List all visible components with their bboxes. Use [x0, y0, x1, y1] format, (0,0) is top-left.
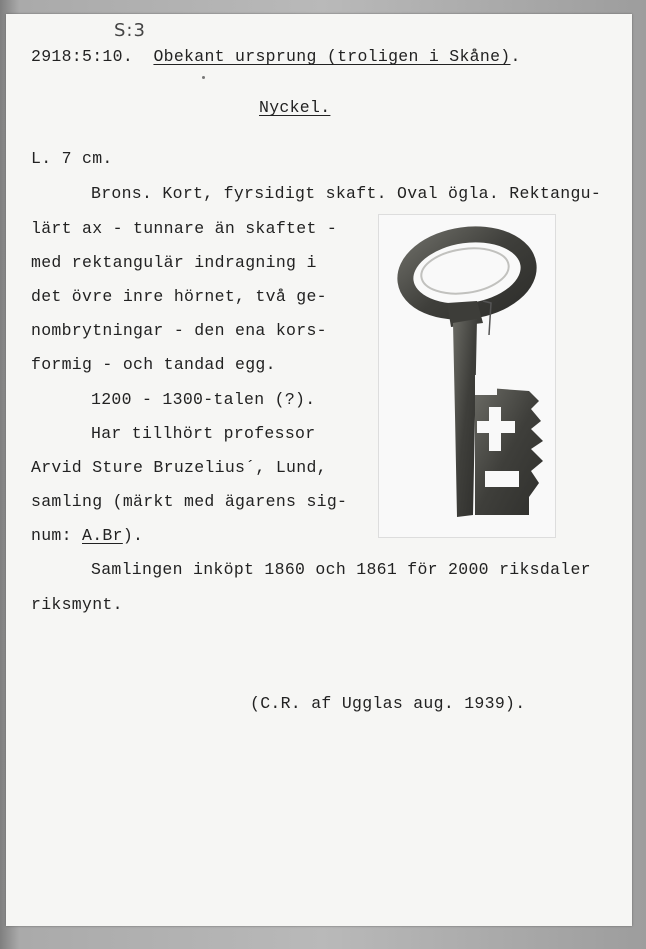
acquisition-line: riksmynt.: [31, 595, 123, 614]
ink-speck: [202, 76, 205, 79]
description-line: med rektangulär indragning i: [31, 253, 317, 272]
key-bit: [475, 387, 543, 515]
bronze-key-image: [379, 215, 555, 537]
handwritten-mark: S:3: [114, 20, 146, 41]
key-shaft: [453, 319, 477, 517]
signum-text: A.Br: [82, 526, 123, 545]
description-line: Brons. Kort, fyrsidigt skaft. Oval ögla. Rektangu-: [91, 184, 602, 203]
provenance-line: Arvid Sture Bruzelius´, Lund,: [31, 458, 327, 477]
object-title: Nyckel.: [259, 98, 331, 117]
provenance-line: Har tillhört professor: [91, 424, 316, 443]
description-line: det övre inre hörnet, två ge-: [31, 287, 327, 306]
length-text: L. 7 cm.: [31, 149, 113, 168]
key-rect-opening: [485, 471, 519, 487]
acquisition-line: Samlingen inköpt 1860 och 1861 för 2000 riksdaler: [91, 560, 591, 579]
header-line: 2918:5:10. Obekant ursprung (troligen i Skåne).: [31, 47, 521, 66]
provenance-line: samling (märkt med ägarens sig-: [31, 492, 348, 511]
catalog-card: [6, 14, 632, 926]
dating-text: 1200 - 1300-talen (?).: [91, 390, 316, 409]
description-line: formig - och tandad egg.: [31, 355, 276, 374]
key-photograph: [378, 214, 556, 538]
key-notch: [475, 375, 497, 395]
catalog-number: 2918:5:10.: [31, 47, 134, 66]
description-line: lärt ax - tunnare än skaftet -: [31, 219, 338, 238]
signum-line: num: A.Br).: [31, 526, 144, 545]
description-line: nombrytningar - den ena kors-: [31, 321, 327, 340]
author-signature: (C.R. af Ugglas aug. 1939).: [250, 694, 526, 713]
origin-text: Obekant ursprung (troligen i Skåne): [153, 47, 511, 66]
